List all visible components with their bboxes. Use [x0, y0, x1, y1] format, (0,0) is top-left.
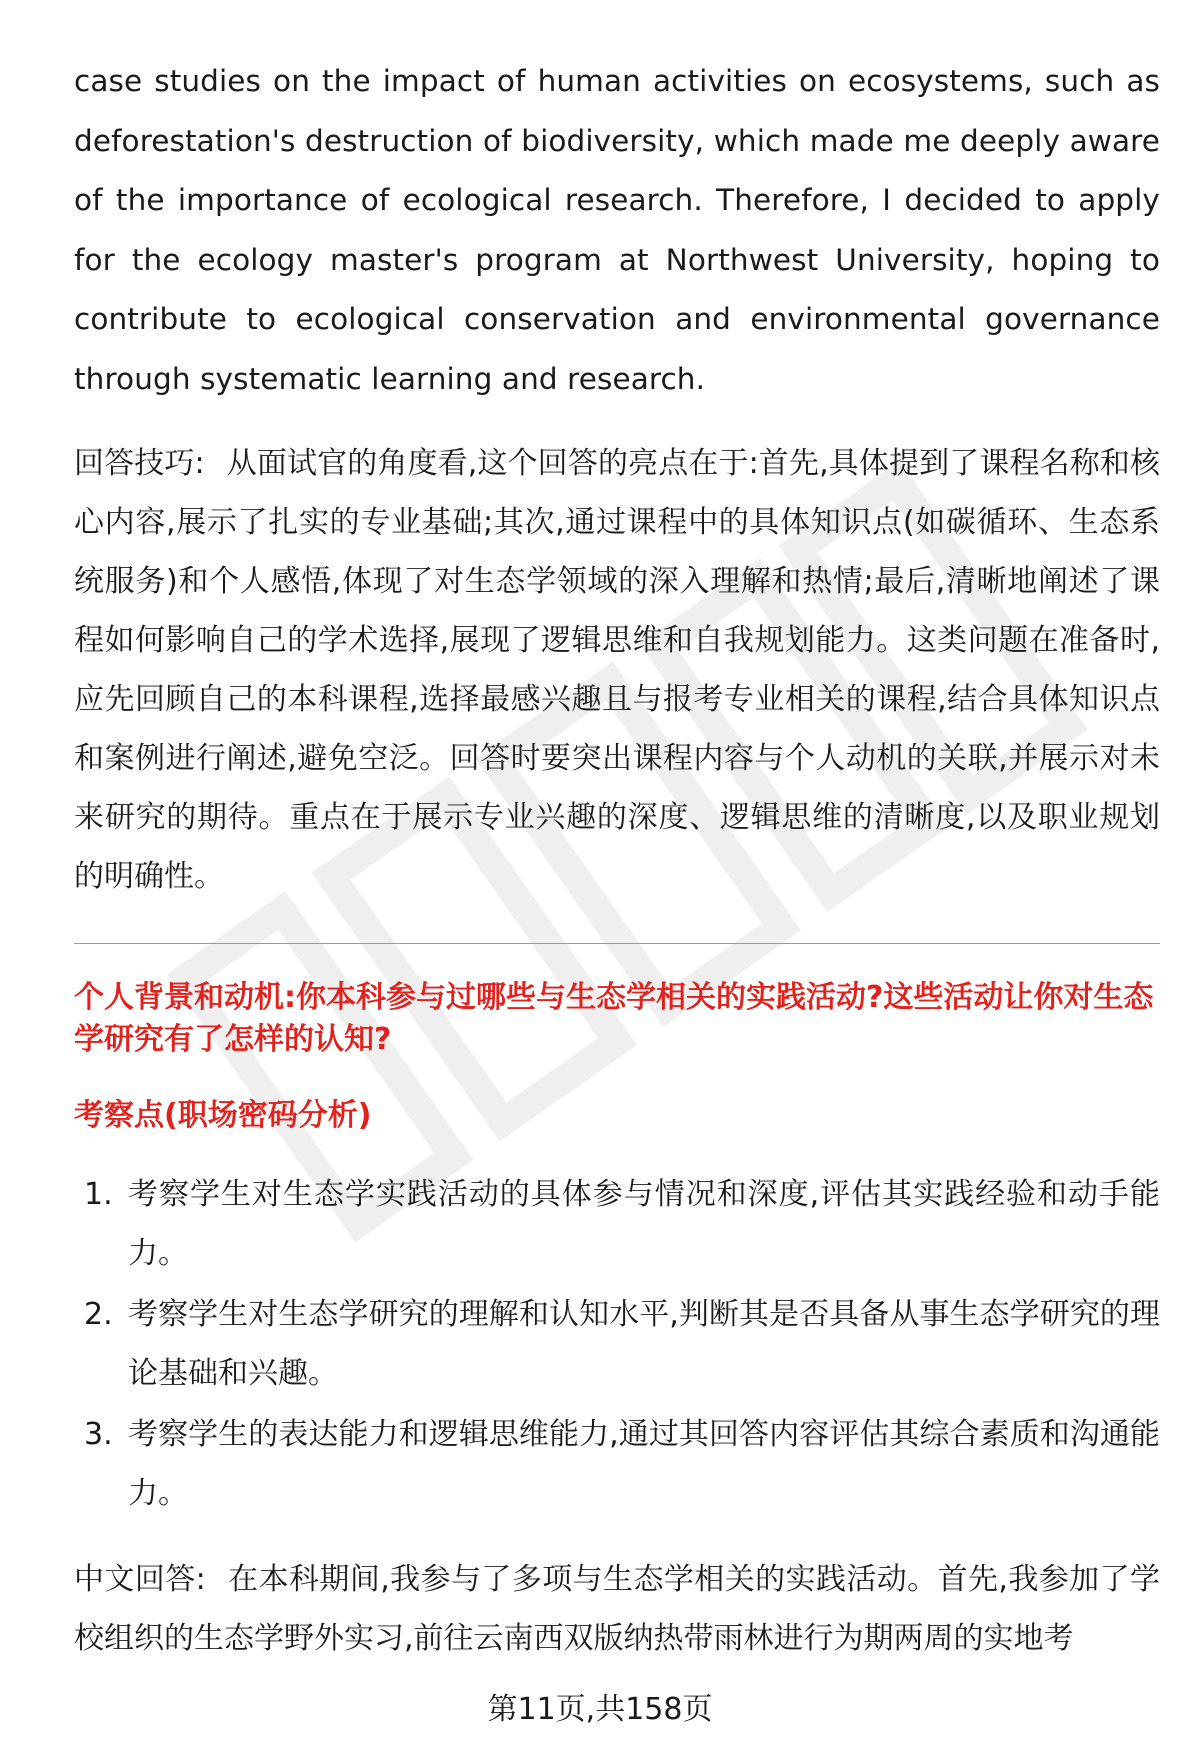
assessment-subheading: 考察点(职场密码分析) — [74, 1098, 372, 1133]
intro-paragraph: case studies on the impact of human activities on ecosystems, such as deforestation's destruction of biodiversity, which made me deeply aware of the importance of ecological research. Therefore, I decided to apply for the ecology master's program at Northwest University, hoping to contribute to ecological conservation and environmental governance through systematic learning and research. — [74, 64, 1160, 396]
list-item-number: 3. — [84, 1417, 113, 1452]
answer-tips-paragraph — [74, 434, 1160, 906]
assessment-points-list — [74, 1165, 1160, 1523]
chinese-answer-paragraph — [74, 1550, 1160, 1668]
list-item-number: 2. — [84, 1297, 113, 1332]
page-footer: 第11页,共158页 — [487, 1692, 713, 1727]
list-item-text: 考察学生对生态学实践活动的具体参与情况和深度,评估其实践经验和动手能力。 — [128, 1177, 1160, 1271]
list-item — [74, 1405, 1160, 1523]
chinese-answer-text: 在本科期间,我参与了多项与生态学相关的实践活动。首先,我参加了学校组织的生态学野外实习,前往云南西双版纳热带雨林进行为期两周的实地考 — [74, 1562, 1161, 1656]
answer-tips-text: 从面试官的角度看,这个回答的亮点在于:首先,具体提到了课程名称和核心内容,展示了扎实的专业基础;其次,通过课程中的具体知识点(如碳循环、生态系统服务)和个人感悟,体现了对生态学领域的深入理解和热情;最后,清晰地阐述了课程如何影响自己的学术选择,展现了逻辑思维和自我规划能力。这类问题在准备时,应先回顾自己的本科课程,选择最感兴趣且与报考专业相关的课程,结合具体知识点和案例进行阐述,避免空泛。回答时要突出课程内容与个人动机的关联,并展示对未来研究的期待。重点在于展示专业兴趣的深度、逻辑思维的清晰度,以及职业规划的明确性。 — [74, 446, 1160, 894]
chinese-answer-label: 中文回答: — [74, 1562, 206, 1597]
question-heading: 个人背景和动机:你本科参与过哪些与生态学相关的实践活动?这些活动让你对生态学研究有了怎样的认知? — [74, 980, 1154, 1057]
list-item — [74, 1165, 1160, 1283]
list-item-text: 考察学生的表达能力和逻辑思维能力,通过其回答内容评估其综合素质和沟通能力。 — [128, 1417, 1160, 1511]
list-item-text: 考察学生对生态学研究的理解和认知水平,判断其是否具备从事生态学研究的理论基础和兴趣。 — [128, 1297, 1160, 1391]
section-divider — [74, 943, 1160, 944]
answer-tips-label: 回答技巧: — [74, 446, 205, 481]
document-page — [74, 52, 1160, 1668]
list-item-number: 1. — [84, 1177, 113, 1212]
list-item — [74, 1285, 1160, 1403]
